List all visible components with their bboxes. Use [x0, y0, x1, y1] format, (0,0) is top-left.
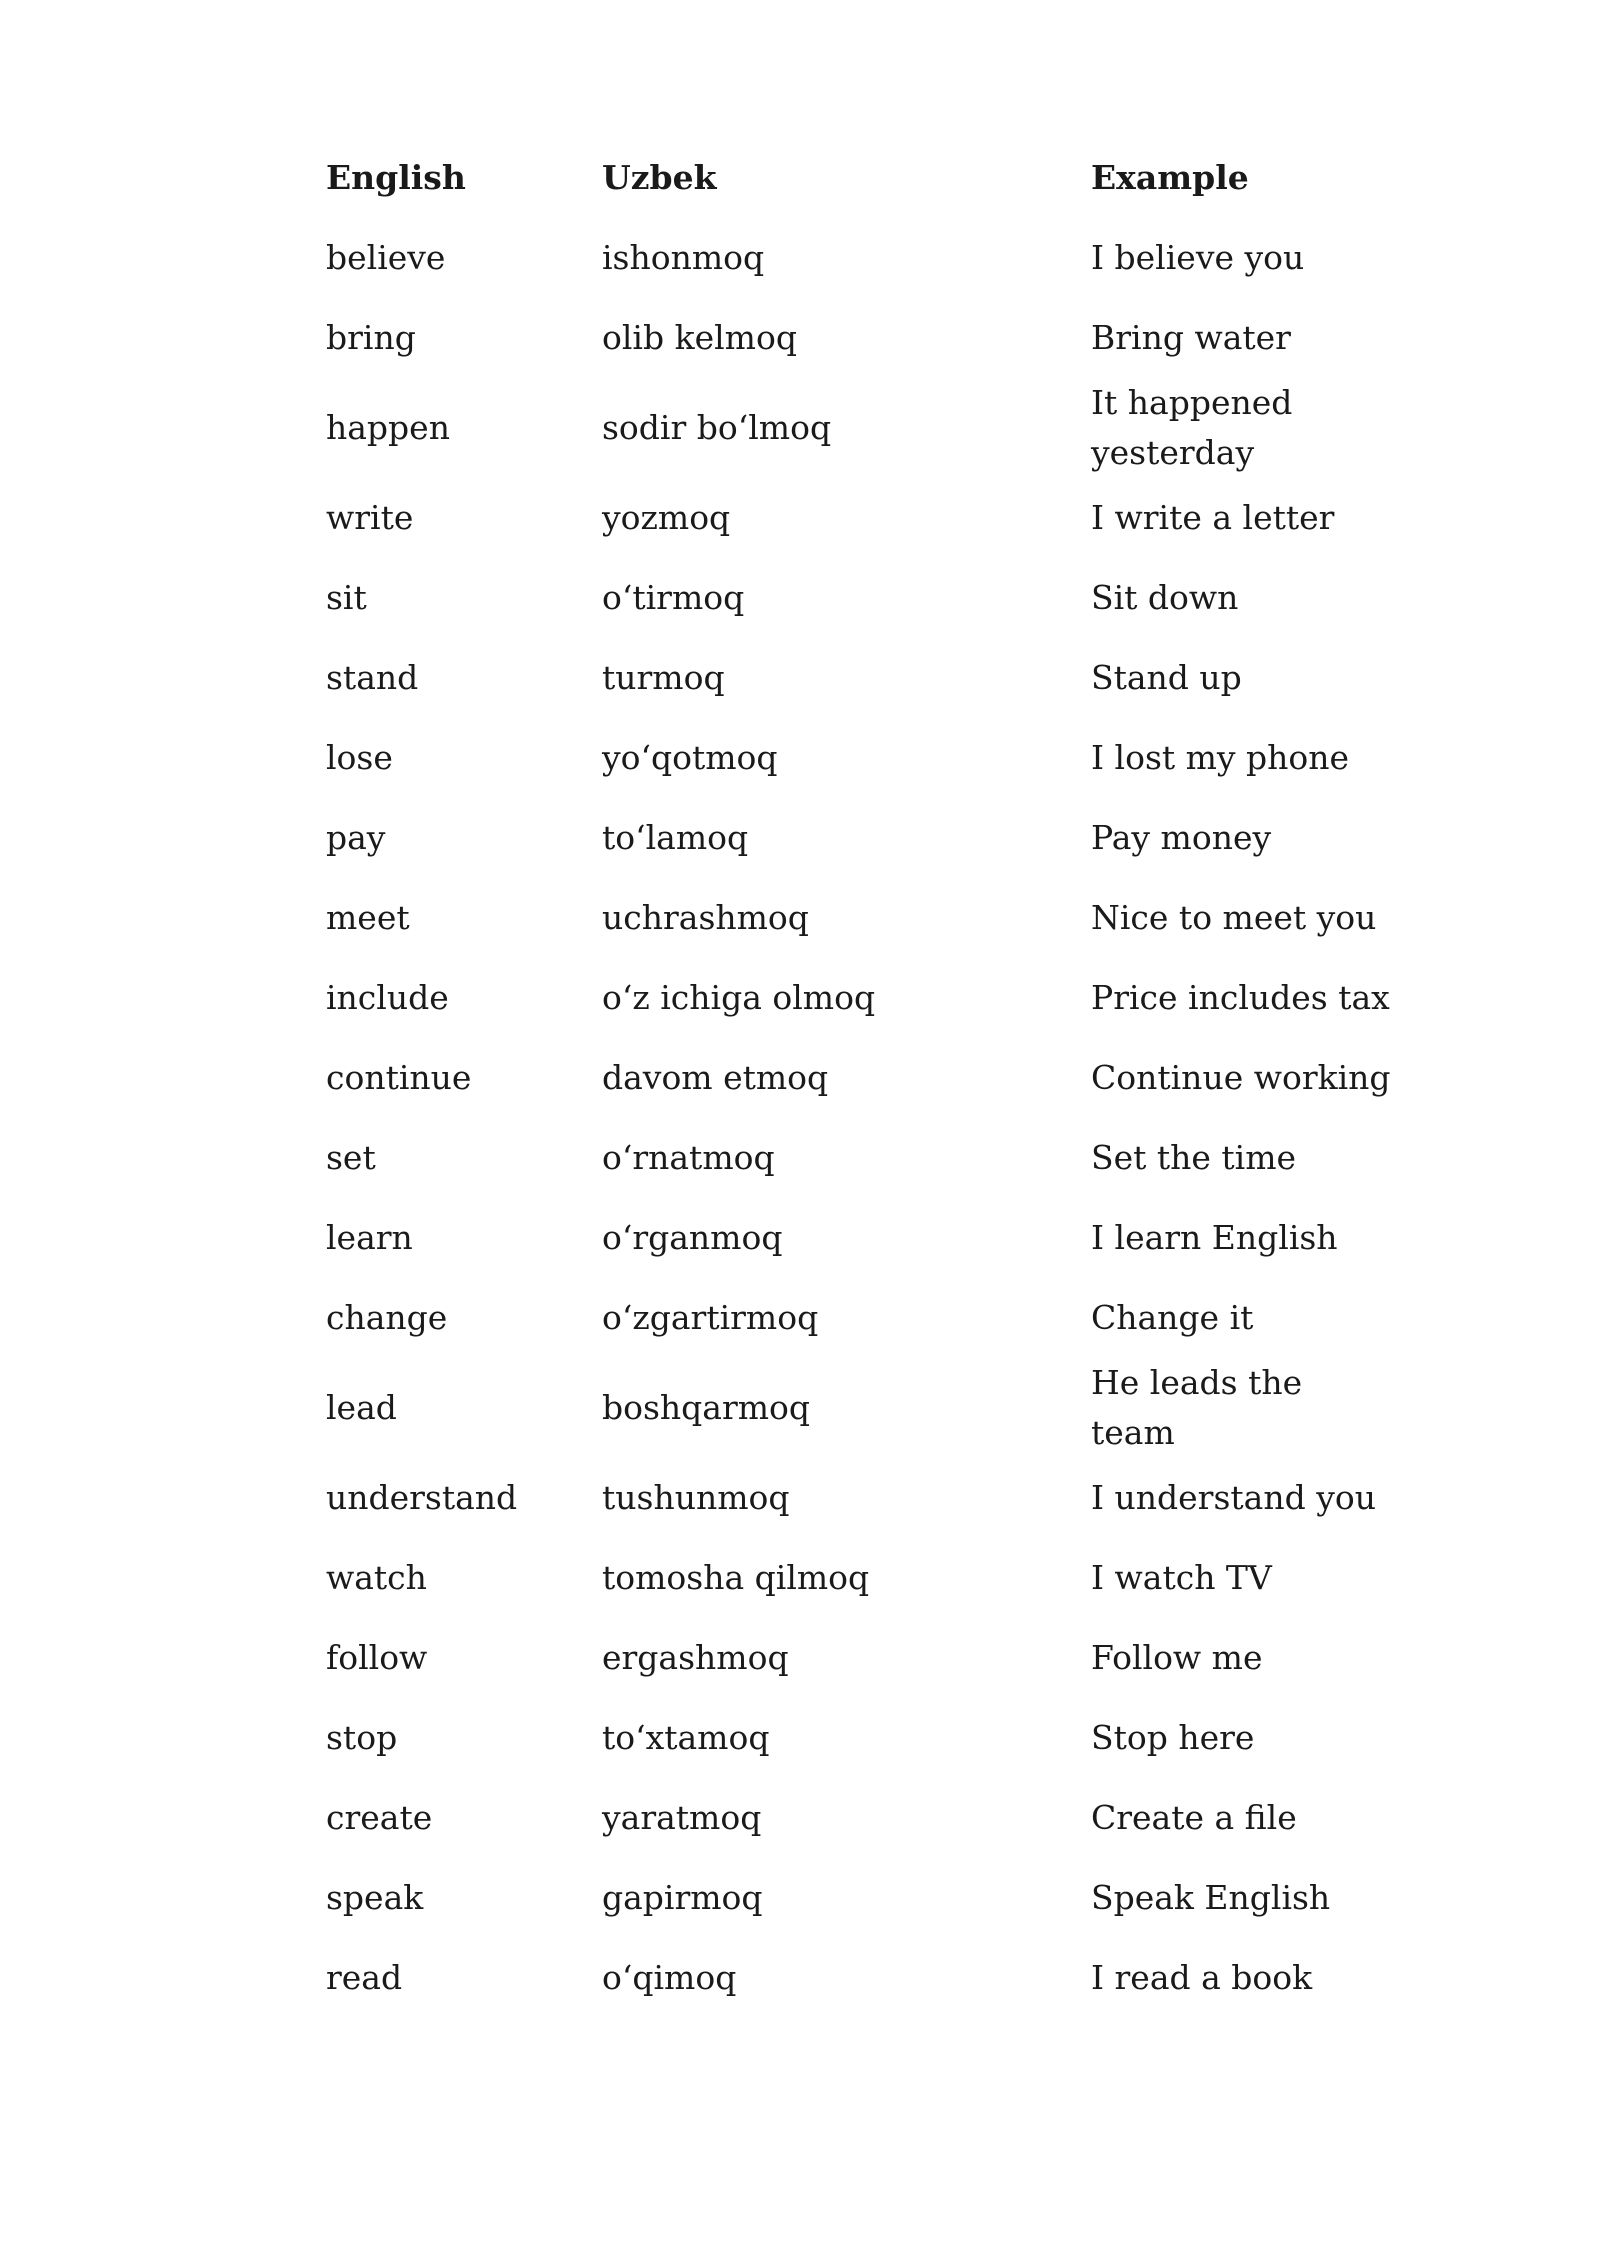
- uzbek-word: gapirmoq: [602, 1878, 763, 1917]
- example-sentence: I write a letter: [1091, 498, 1335, 537]
- table-row: [310, 218, 1410, 298]
- english-word: meet: [326, 898, 410, 937]
- uzbek-word: boshqarmoq: [602, 1388, 811, 1427]
- english-word: follow: [326, 1638, 428, 1677]
- english-word: learn: [326, 1218, 413, 1257]
- table-row: [310, 298, 1410, 378]
- example-sentence: Pay money: [1091, 818, 1272, 857]
- vocabulary-table: [310, 138, 1410, 2018]
- uzbek-word: yozmoq: [602, 498, 731, 537]
- english-word: sit: [326, 578, 367, 617]
- english-word: stop: [326, 1718, 398, 1757]
- example-sentence: Bring water: [1091, 318, 1291, 357]
- header-example: Example: [1091, 158, 1249, 197]
- uzbek-word: tomosha qilmoq: [602, 1558, 870, 1597]
- english-word: lead: [326, 1388, 397, 1427]
- example-sentence: Follow me: [1091, 1638, 1263, 1677]
- english-word: happen: [326, 408, 450, 447]
- uzbek-word: ergashmoq: [602, 1638, 789, 1677]
- table-row: [310, 1198, 1410, 1278]
- table-row: [310, 558, 1410, 638]
- english-word: set: [326, 1138, 376, 1177]
- uzbek-word: olib kelmoq: [602, 318, 797, 357]
- example-sentence: I read a book: [1091, 1958, 1313, 1997]
- table-header-row: [310, 138, 1410, 218]
- uzbek-word: o‘z ichiga olmoq: [602, 978, 876, 1017]
- english-word: believe: [326, 238, 446, 277]
- table-row: [310, 1538, 1410, 1618]
- uzbek-word: o‘zgartirmoq: [602, 1298, 819, 1337]
- example-sentence: Create a file: [1091, 1798, 1297, 1837]
- example-sentence: Change it: [1091, 1298, 1254, 1337]
- english-word: stand: [326, 658, 419, 697]
- example-sentence: I understand you: [1091, 1478, 1376, 1517]
- uzbek-word: uchrashmoq: [602, 898, 809, 937]
- table-body: [310, 218, 1410, 2018]
- uzbek-word: davom etmoq: [602, 1058, 829, 1097]
- table-row: [310, 478, 1410, 558]
- english-word: bring: [326, 318, 416, 357]
- example-sentence: Stand up: [1091, 658, 1242, 697]
- english-word: include: [326, 978, 449, 1017]
- english-word: understand: [326, 1478, 518, 1517]
- uzbek-word: ishonmoq: [602, 238, 765, 277]
- table-row: [310, 638, 1410, 718]
- example-sentence: I believe you: [1091, 238, 1305, 277]
- example-sentence: Price includes tax: [1091, 978, 1390, 1017]
- english-word: write: [326, 498, 414, 537]
- header-uzbek: Uzbek: [602, 158, 717, 197]
- table-row: [310, 958, 1410, 1038]
- uzbek-word: yo‘qotmoq: [602, 738, 778, 777]
- english-word: create: [326, 1798, 433, 1837]
- uzbek-word: to‘xtamoq: [602, 1718, 770, 1757]
- table-row: [310, 378, 1410, 478]
- example-sentence: Speak English: [1091, 1878, 1331, 1917]
- example-sentence: I learn English: [1091, 1218, 1338, 1257]
- example-sentence: Sit down: [1091, 578, 1239, 617]
- table-row: [310, 1358, 1410, 1458]
- table-row: [310, 1278, 1410, 1358]
- table-row: [310, 1858, 1410, 1938]
- header-english: English: [326, 158, 466, 197]
- english-word: continue: [326, 1058, 472, 1097]
- english-word: change: [326, 1298, 448, 1337]
- uzbek-word: o‘rnatmoq: [602, 1138, 775, 1177]
- example-sentence: I lost my phone: [1091, 738, 1350, 777]
- uzbek-word: turmoq: [602, 658, 725, 697]
- uzbek-word: yaratmoq: [602, 1798, 762, 1837]
- example-sentence: Nice to meet you: [1091, 898, 1377, 937]
- uzbek-word: o‘tirmoq: [602, 578, 745, 617]
- english-word: read: [326, 1958, 403, 1997]
- table-row: [310, 1778, 1410, 1858]
- table-row: [310, 1038, 1410, 1118]
- uzbek-word: tushunmoq: [602, 1478, 790, 1517]
- example-sentence: I watch TV: [1091, 1558, 1272, 1597]
- table-row: [310, 1458, 1410, 1538]
- english-word: speak: [326, 1878, 424, 1917]
- table-row: [310, 718, 1410, 798]
- table-row: [310, 798, 1410, 878]
- uzbek-word: o‘rganmoq: [602, 1218, 783, 1257]
- english-word: watch: [326, 1558, 427, 1597]
- example-sentence: Set the time: [1091, 1138, 1297, 1177]
- uzbek-word: o‘qimoq: [602, 1958, 737, 1997]
- table-row: [310, 1938, 1410, 2018]
- example-sentence: Continue working: [1091, 1058, 1391, 1097]
- example-sentence: Stop here: [1091, 1718, 1255, 1757]
- english-word: pay: [326, 818, 386, 857]
- table-row: [310, 1618, 1410, 1698]
- table-row: [310, 1118, 1410, 1198]
- example-sentence: He leads the team: [1091, 1363, 1303, 1452]
- table-row: [310, 878, 1410, 958]
- uzbek-word: sodir bo‘lmoq: [602, 408, 832, 447]
- example-sentence: It happened yesterday: [1091, 383, 1293, 472]
- english-word: lose: [326, 738, 393, 777]
- uzbek-word: to‘lamoq: [602, 818, 749, 857]
- table-row: [310, 1698, 1410, 1778]
